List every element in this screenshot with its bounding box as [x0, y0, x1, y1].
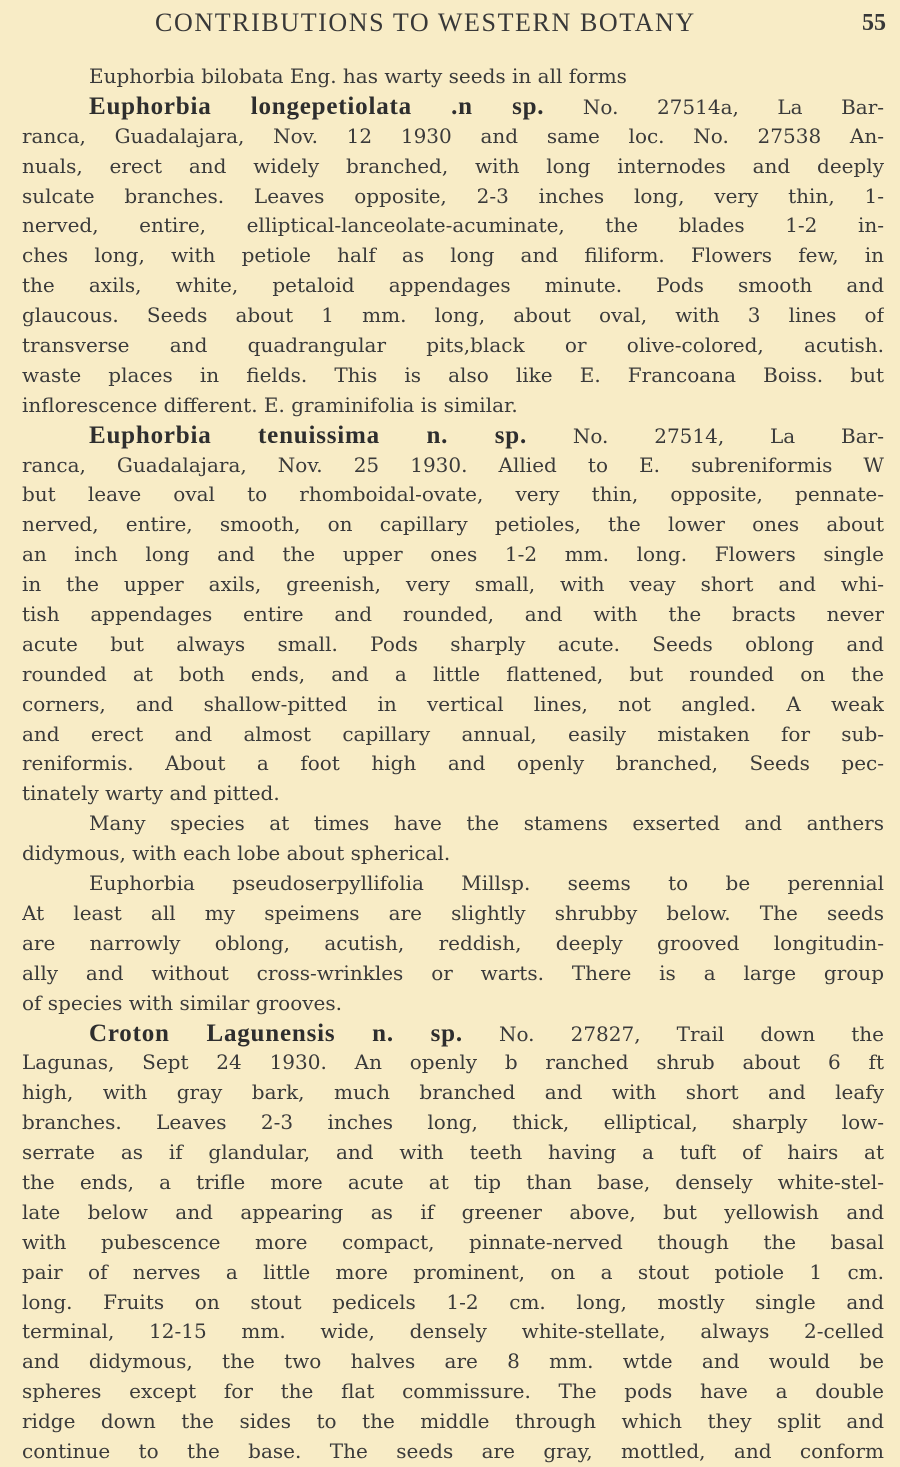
text-line [22, 361, 884, 391]
line-text: ches long, with petiole half as long and filiform. Flowers few, in [22, 243, 884, 268]
line-text: inflorescence different. E. graminifolia is similar. [22, 392, 518, 417]
text-line [89, 809, 884, 839]
line-text: didymous, with each lobe about spherical. [22, 841, 451, 866]
line-text: long. Fruits on stout pedicels 1-2 cm. long, mostly single and [22, 1289, 884, 1314]
text-line [22, 899, 884, 929]
line-text: rounded at both ends, and a little flattened, but rounded on the [22, 661, 884, 686]
line-text: Euphorbia bilobata Eng. has warty seeds in all forms [89, 64, 627, 88]
text-line [22, 540, 884, 570]
line-text: Lagunas, Sept 24 1930. An openly b ranched shrub about 6 ft [22, 1050, 884, 1075]
line-text: but leave oval to rhomboidal-ovate, very thin, opposite, pennate- [22, 482, 884, 507]
text-line [22, 779, 884, 809]
line-text: tinately warty and pitted. [22, 781, 280, 806]
line-text: No. 27514a, La Bar- [544, 94, 884, 119]
line-text: No. 27827, Trail down the [462, 1021, 884, 1046]
line-text: nerved, entire, smooth, on capillary petioles, the lower ones about [22, 512, 884, 537]
line-text: acute but always small. Pods sharply acute. Seeds oblong and [22, 631, 884, 656]
text-line [22, 570, 884, 600]
line-text: transverse and quadrangular pits,black or olive-colored, acutish. [22, 333, 884, 358]
line-text: glaucous. Seeds about 1 mm. long, about oval, with 3 lines of [22, 303, 884, 328]
text-line [22, 690, 884, 720]
line-text: corners, and shallow-pitted in vertical lines, not angled. A weak [22, 691, 884, 716]
text-line [89, 92, 884, 122]
line-text: reniformis. About a foot high and openly branched, Seeds pec- [22, 751, 884, 776]
line-text: high, with gray bark, much branched and with short and leafy [22, 1080, 884, 1105]
text-line [89, 62, 884, 92]
line-text: ridge down the sides to the middle through which they split and [22, 1409, 884, 1434]
text-line [22, 660, 884, 690]
text-line [22, 301, 884, 331]
text-line [22, 451, 884, 481]
text-line [22, 720, 884, 750]
species-name: Croton Lagunensis n. sp. [89, 1019, 463, 1047]
text-line [22, 1198, 884, 1228]
line-text: serrate as if glandular, and with teeth having a tuft of hairs at [22, 1140, 884, 1165]
line-text: nuals, erect and widely branched, with long internodes and deeply [22, 153, 884, 178]
line-text: of species with similar grooves. [22, 990, 343, 1015]
text-line [22, 600, 884, 630]
running-head [0, 8, 900, 42]
text-line [22, 1407, 884, 1437]
line-text: with pubescence more compact, pinnate-nerved though the basal [22, 1229, 884, 1254]
species-name: Euphorbia longepetiolata .n sp. [89, 92, 545, 120]
text-line [89, 1019, 884, 1049]
text-line [22, 211, 884, 241]
text-line [22, 1258, 884, 1288]
line-text: spheres except for the flat commissure. The pods have a double [22, 1379, 884, 1404]
text-line [22, 1168, 884, 1198]
line-text: an inch long and the upper ones 1-2 mm. long. Flowers single [22, 542, 884, 567]
text-line [22, 1078, 884, 1108]
text-line [22, 1108, 884, 1138]
text-line [22, 1288, 884, 1318]
text-line [22, 929, 884, 959]
line-text: ranca, Guadalajara, Nov. 25 1930. Allied to E. subreniformis W [22, 452, 884, 477]
line-text: No. 27514, La Bar- [527, 423, 884, 448]
line-text: in the upper axils, greenish, very small, with veay short and whi- [22, 572, 884, 597]
line-text: terminal, 12-15 mm. wide, densely white-stellate, always 2-celled [22, 1319, 884, 1344]
line-text: ally and without cross-wrinkles or warts. There is a large group [22, 960, 884, 985]
text-line [22, 331, 884, 361]
species-name: Euphorbia tenuissima n. sp. [89, 421, 528, 449]
text-line [22, 839, 884, 869]
page-number: 55 [862, 10, 886, 36]
text-line [22, 391, 884, 421]
line-text: pair of nerves a little more prominent, on a stout potiole 1 cm. [22, 1259, 884, 1284]
text-line [22, 510, 884, 540]
text-line [22, 989, 884, 1019]
line-text: and didymous, the two halves are 8 mm. wtde and would be [22, 1349, 884, 1374]
text-line [22, 1138, 884, 1168]
text-line [89, 869, 884, 899]
line-text: sulcate branches. Leaves opposite, 2-3 inches long, very thin, 1- [22, 183, 884, 208]
line-text: Euphorbia pseudoserpyllifolia Millsp. seems to be perennial [89, 871, 884, 896]
text-line [22, 182, 884, 212]
text-line [22, 1048, 884, 1078]
text-line [22, 1317, 884, 1347]
text-line [22, 1377, 884, 1407]
text-line [22, 1437, 884, 1467]
line-text: late below and appearing as if greener above, but yellowish and [22, 1199, 884, 1224]
line-text: At least all my speimens are slightly shrubby below. The seeds [22, 900, 884, 925]
text-line [22, 749, 884, 779]
text-line [89, 421, 884, 451]
text-line [22, 630, 884, 660]
text-line [22, 480, 884, 510]
line-text: the axils, white, petaloid appendages minute. Pods smooth and [22, 273, 884, 298]
line-text: waste places in fields. This is also like E. Francoana Boiss. but [22, 362, 884, 387]
line-text: ranca, Guadalajara, Nov. 12 1930 and same loc. No. 27538 An- [22, 123, 884, 148]
text-line [22, 241, 884, 271]
text-line [22, 152, 884, 182]
text-line [22, 122, 884, 152]
text-line [22, 271, 884, 301]
line-text: and erect and almost capillary annual, easily mistaken for sub- [22, 721, 884, 746]
text-line [22, 959, 884, 989]
body-text [22, 62, 884, 1467]
line-text: tish appendages entire and rounded, and with the bracts never [22, 602, 884, 627]
text-line [22, 1347, 884, 1377]
line-text: the ends, a trifle more acute at tip than base, densely white-stel- [22, 1169, 884, 1194]
line-text: continue to the base. The seeds are gray, mottled, and conform [22, 1438, 884, 1463]
line-text: branches. Leaves 2-3 inches long, thick, elliptical, sharply low- [22, 1110, 884, 1135]
line-text: are narrowly oblong, acutish, reddish, deeply grooved longitudin- [22, 930, 884, 955]
line-text: nerved, entire, elliptical-lanceolate-acuminate, the blades 1-2 in- [22, 213, 884, 238]
line-text: Many species at times have the stamens exserted and anthers [89, 811, 884, 836]
text-line [22, 1228, 884, 1258]
running-title: CONTRIBUTIONS TO WESTERN BOTANY [155, 8, 696, 37]
